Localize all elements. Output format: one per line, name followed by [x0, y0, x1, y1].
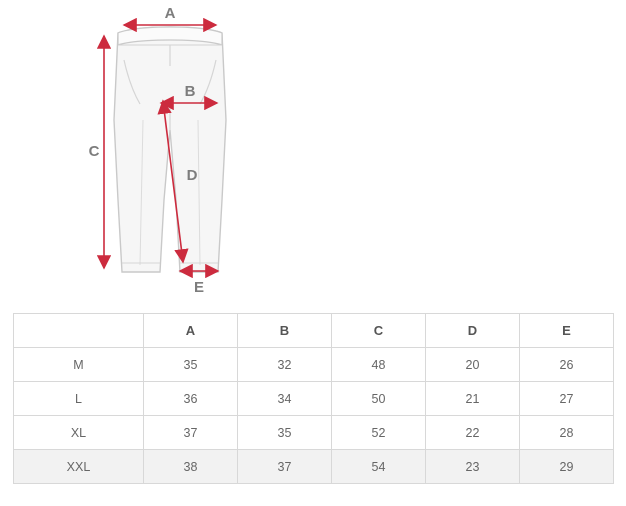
row-size-label: XL [14, 416, 144, 450]
label-e: E [193, 279, 205, 296]
cell-c: 52 [332, 416, 426, 450]
row-size-label: M [14, 348, 144, 382]
label-c: C [88, 143, 100, 160]
cell-d: 21 [426, 382, 520, 416]
table-row [14, 416, 614, 450]
row-size-label: L [14, 382, 144, 416]
cell-b: 32 [238, 348, 332, 382]
cell-d: 23 [426, 450, 520, 484]
table-header-row [14, 314, 614, 348]
cell-a: 36 [144, 382, 238, 416]
size-table [13, 313, 614, 484]
cell-a: 35 [144, 348, 238, 382]
row-size-label: XXL [14, 450, 144, 484]
cell-a: 38 [144, 450, 238, 484]
cell-b: 34 [238, 382, 332, 416]
header-b: B [238, 314, 332, 348]
header-d: D [426, 314, 520, 348]
header-a: A [144, 314, 238, 348]
cell-e: 26 [520, 348, 614, 382]
dimension-c [89, 36, 104, 268]
header-c: C [332, 314, 426, 348]
cell-e: 27 [520, 382, 614, 416]
table-row [14, 348, 614, 382]
cell-c: 54 [332, 450, 426, 484]
size-table-container [13, 313, 613, 484]
cell-e: 29 [520, 450, 614, 484]
dimension-a [124, 5, 216, 25]
label-d: D [186, 167, 198, 184]
header-size [14, 314, 144, 348]
cell-c: 48 [332, 348, 426, 382]
label-b: B [184, 83, 196, 100]
label-a: A [164, 5, 176, 22]
cell-a: 37 [144, 416, 238, 450]
cell-e: 28 [520, 416, 614, 450]
cell-d: 22 [426, 416, 520, 450]
header-e: E [520, 314, 614, 348]
table-row [14, 382, 614, 416]
cell-b: 35 [238, 416, 332, 450]
cell-b: 37 [238, 450, 332, 484]
cell-c: 50 [332, 382, 426, 416]
dimension-e [180, 271, 218, 296]
trousers-shape [114, 27, 226, 272]
cell-d: 20 [426, 348, 520, 382]
table-row [14, 450, 614, 484]
